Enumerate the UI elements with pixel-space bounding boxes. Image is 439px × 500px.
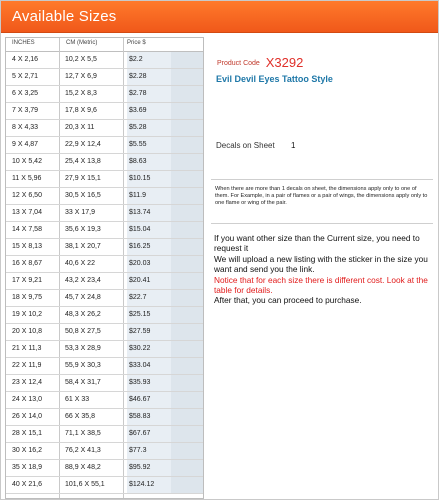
table-row (6, 392, 203, 409)
cell-inches: 28 X 15,1 (12, 430, 42, 437)
cell-spacer (171, 307, 203, 323)
cell-spacer (171, 426, 203, 442)
cell-spacer (171, 120, 203, 136)
table-row (6, 273, 203, 290)
cell-inches: 23 X 12,4 (12, 379, 42, 386)
cell-price: $35.93 (127, 375, 171, 391)
table-row (6, 477, 203, 494)
cell-cm: 22,9 X 12,4 (65, 141, 101, 148)
cell-inches: 40 X 21,6 (12, 481, 42, 488)
header-price: Price $ (127, 40, 146, 46)
cell-cm: 10,2 X 5,5 (65, 56, 97, 63)
table-row (6, 188, 203, 205)
cell-inches: 7 X 3,79 (12, 107, 39, 114)
decals-value: 1 (290, 141, 296, 150)
cell-price: $67.67 (127, 426, 171, 442)
cell-spacer (171, 137, 203, 153)
cell-cm: 20,3 X 11 (65, 124, 95, 131)
cell-price: $11.9 (127, 188, 171, 204)
cell-cm: 61 X 33 (65, 396, 90, 403)
table-body (6, 52, 203, 494)
table-row (6, 86, 203, 103)
table-row (6, 205, 203, 222)
cell-spacer (171, 460, 203, 476)
info-notice: Notice that for each size there is different cost. Look at the table for details. (214, 274, 428, 296)
cell-price: $10.15 (127, 171, 171, 187)
cell-spacer (171, 256, 203, 272)
cell-price: $20.03 (127, 256, 171, 272)
cell-cm: 15,2 X 8,3 (65, 90, 97, 97)
table-row (6, 324, 203, 341)
divider (211, 179, 433, 180)
cell-spacer (171, 222, 203, 238)
cell-price: $25.15 (127, 307, 171, 323)
cell-inches: 21 X 11,3 (12, 345, 42, 352)
table-row (6, 154, 203, 171)
cell-inches: 16 X 8,67 (12, 260, 42, 267)
cell-spacer (171, 52, 203, 68)
table-row (6, 358, 203, 375)
size-table (5, 37, 204, 499)
cell-price: $46.67 (127, 392, 171, 408)
cell-cm: 76,2 X 41,3 (65, 447, 101, 454)
cell-spacer (171, 443, 203, 459)
cell-price: $77.3 (127, 443, 171, 459)
table-row (6, 341, 203, 358)
table-row (6, 69, 203, 86)
header-bar (1, 1, 438, 33)
cell-spacer (171, 409, 203, 425)
cell-price: $22.7 (127, 290, 171, 306)
cell-inches: 22 X 11,9 (12, 362, 42, 369)
cell-price: $2.78 (127, 86, 171, 102)
table-row (6, 256, 203, 273)
table-header (6, 38, 203, 52)
cell-spacer (171, 324, 203, 340)
cell-inches: 11 X 5,96 (12, 175, 42, 182)
cell-inches: 9 X 4,87 (12, 141, 39, 148)
cell-cm: 53,3 X 28,9 (65, 345, 101, 352)
cell-spacer (171, 392, 203, 408)
divider (211, 223, 433, 224)
cell-cm: 33 X 17,9 (65, 209, 95, 216)
cell-inches: 35 X 18,9 (12, 464, 42, 471)
table-row (6, 307, 203, 324)
cell-inches: 18 X 9,75 (12, 294, 42, 301)
cell-spacer (171, 171, 203, 187)
table-row (6, 222, 203, 239)
cell-cm: 25,4 X 13,8 (65, 158, 101, 165)
cell-spacer (171, 69, 203, 85)
dimensions-note: When there are more than 1 decals on sheet, the dimensions apply only to one of them. For Example, in a pair of flames or a pair of wings, the dimensions apply only to one flame or wing of the pair. (215, 186, 428, 206)
table-row (6, 171, 203, 188)
cell-cm: 12,7 X 6,9 (65, 73, 97, 80)
cell-cm: 66 X 35,8 (65, 413, 95, 420)
cell-inches: 17 X 9,21 (12, 277, 42, 284)
cell-cm: 17,8 X 9,6 (65, 107, 97, 114)
cell-inches: 6 X 3,25 (12, 90, 39, 97)
cell-spacer (171, 290, 203, 306)
cell-price: $124.12 (127, 477, 171, 493)
cell-cm: 38,1 X 20,7 (65, 243, 101, 250)
decals-on-sheet (216, 141, 295, 150)
cell-spacer (171, 239, 203, 255)
cell-spacer (171, 358, 203, 374)
header-cm: CM (Metric) (66, 40, 98, 46)
cell-price: $5.55 (127, 137, 171, 153)
cell-price: $95.92 (127, 460, 171, 476)
cell-price: $33.04 (127, 358, 171, 374)
cell-price: $15.04 (127, 222, 171, 238)
cell-cm: 43,2 X 23,4 (65, 277, 101, 284)
table-row (6, 52, 203, 69)
cell-inches: 12 X 6,50 (12, 192, 42, 199)
custom-size-info (214, 233, 434, 306)
cell-price: $16.25 (127, 239, 171, 255)
cell-inches: 10 X 5,42 (12, 158, 42, 165)
cell-spacer (171, 86, 203, 102)
cell-spacer (171, 375, 203, 391)
cell-price: $27.59 (127, 324, 171, 340)
cell-inches: 13 X 7,04 (12, 209, 42, 216)
cell-inches: 5 X 2,71 (12, 73, 39, 80)
table-row (6, 409, 203, 426)
cell-spacer (171, 103, 203, 119)
table-row (6, 375, 203, 392)
cell-spacer (171, 341, 203, 357)
table-row (6, 239, 203, 256)
cell-spacer (171, 188, 203, 204)
cell-inches: 30 X 16,2 (12, 447, 42, 454)
product-code (217, 53, 303, 68)
cell-price: $3.69 (127, 103, 171, 119)
cell-spacer (171, 273, 203, 289)
cell-price: $30.22 (127, 341, 171, 357)
cell-price: $13.74 (127, 205, 171, 221)
product-code-value: X3292 (265, 55, 304, 70)
cell-spacer (171, 205, 203, 221)
cell-cm: 30,5 X 16,5 (65, 192, 101, 199)
info-line-1: If you want other size than the Current size, you need to request it (214, 233, 420, 254)
cell-cm: 55,9 X 30,3 (65, 362, 101, 369)
cell-cm: 48,3 X 26,2 (65, 311, 101, 318)
product-code-label: Product Code (217, 60, 260, 67)
cell-price: $58.83 (127, 409, 171, 425)
table-row (6, 103, 203, 120)
cell-price: $8.63 (127, 154, 171, 170)
cell-cm: 58,4 X 31,7 (65, 379, 101, 386)
info-line-3: After that, you can proceed to purchase. (214, 295, 362, 306)
cell-price: $2.2 (127, 52, 171, 68)
cell-inches: 24 X 13,0 (12, 396, 42, 403)
cell-price: $5.28 (127, 120, 171, 136)
cell-cm: 101,6 X 55,1 (65, 481, 105, 488)
decals-label: Decals on Sheet (216, 141, 275, 150)
cell-cm: 35,6 X 19,3 (65, 226, 101, 233)
cell-inches: 19 X 10,2 (12, 311, 42, 318)
product-name: Evil Devil Eyes Tattoo Style (216, 74, 333, 84)
cell-inches: 14 X 7,58 (12, 226, 42, 233)
cell-cm: 71,1 X 38,5 (65, 430, 101, 437)
cell-spacer (171, 154, 203, 170)
cell-price: $20.41 (127, 273, 171, 289)
cell-inches: 8 X 4,33 (12, 124, 39, 131)
cell-inches: 15 X 8,13 (12, 243, 42, 250)
cell-price: $2.28 (127, 69, 171, 85)
header-title: Available Sizes (12, 8, 117, 25)
cell-cm: 40,6 X 22 (65, 260, 95, 267)
cell-inches: 26 X 14,0 (12, 413, 42, 420)
header-inches: INCHES (12, 40, 35, 46)
cell-inches: 4 X 2,16 (12, 56, 39, 63)
cell-cm: 45,7 X 24,8 (65, 294, 101, 301)
table-row (6, 426, 203, 443)
cell-inches: 20 X 10,8 (12, 328, 42, 335)
cell-spacer (171, 477, 203, 493)
table-row (6, 460, 203, 477)
table-row (6, 137, 203, 154)
cell-cm: 50,8 X 27,5 (65, 328, 101, 335)
cell-cm: 88,9 X 48,2 (65, 464, 101, 471)
table-row (6, 120, 203, 137)
table-row (6, 443, 203, 460)
info-line-2: We will upload a new listing with the sticker in the size you want and send you the link. (214, 253, 428, 275)
cell-cm: 27,9 X 15,1 (65, 175, 101, 182)
table-row (6, 290, 203, 307)
